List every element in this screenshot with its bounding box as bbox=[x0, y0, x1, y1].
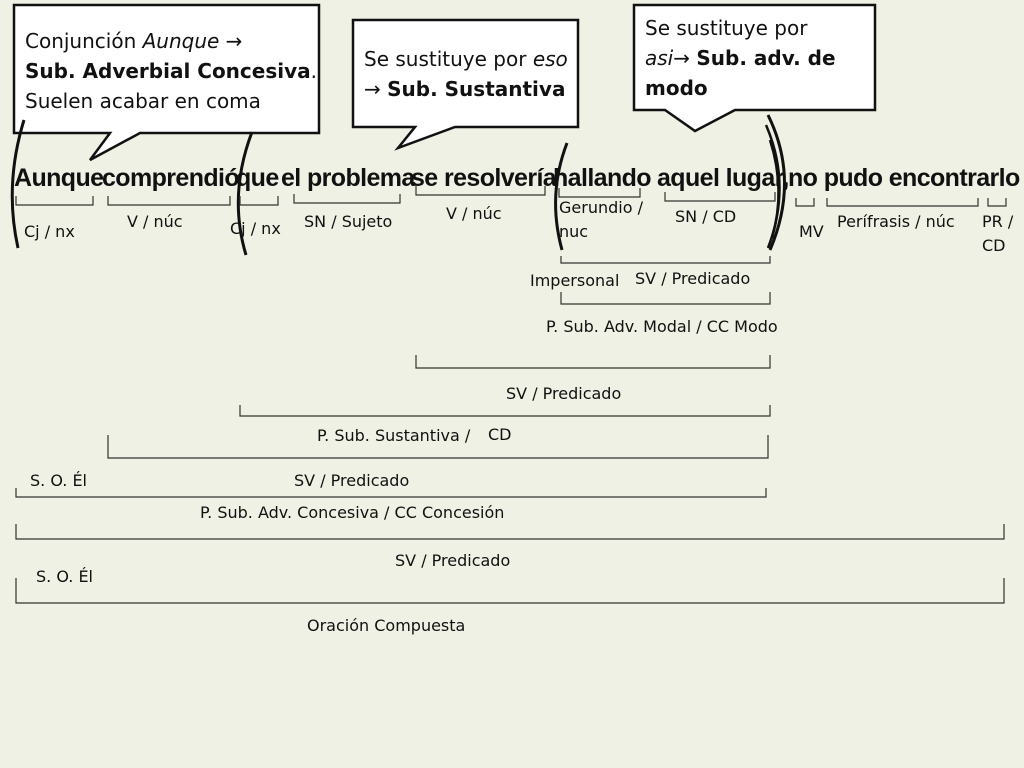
word-comprendio: comprendió bbox=[102, 164, 240, 192]
bracket-el-problema bbox=[294, 194, 400, 203]
label-so-el-2: S. O. Él bbox=[36, 567, 93, 586]
bracket-aquel-lugar bbox=[665, 192, 775, 201]
label-oracion-compuesta: Oración Compuesta bbox=[307, 616, 466, 635]
bracket-pudo-encontrarlo bbox=[827, 198, 978, 206]
label-p-sub-adv-modal: P. Sub. Adv. Modal / CC Modo bbox=[546, 317, 778, 336]
label-mv: MV bbox=[799, 222, 824, 241]
bracket-sv-predicado-4 bbox=[16, 524, 1004, 539]
label-impersonal: Impersonal bbox=[530, 271, 620, 290]
bracket-oracion-compuesta bbox=[16, 578, 1004, 603]
callout-asi-line2: asi→ Sub. adv. de bbox=[645, 46, 836, 70]
word-el-problema: el problema bbox=[281, 164, 415, 192]
callout-aunque-line2: Sub. Adverbial Concesiva. bbox=[25, 59, 317, 83]
label-sv-predicado-3: SV / Predicado bbox=[294, 471, 410, 490]
label-v-nuc-1: V / núc bbox=[127, 212, 183, 231]
bracket-que bbox=[240, 196, 278, 205]
label-pr-cd-line2: CD bbox=[982, 236, 1006, 255]
label-sn-cd: SN / CD bbox=[675, 207, 737, 226]
label-cj-nx-1: Cj / nx bbox=[24, 222, 75, 241]
label-perifrasis: Perífrasis / núc bbox=[837, 212, 955, 231]
callout-aunque-line1: Conjunción Aunque → bbox=[25, 29, 243, 53]
bracket-comprendio bbox=[108, 196, 230, 205]
callout-eso-line2: → Sub. Sustantiva bbox=[364, 77, 566, 101]
label-gerundio-line1: Gerundio / bbox=[559, 198, 643, 217]
bracket-sv-predicado-1 bbox=[561, 256, 770, 263]
label-sv-predicado-1: SV / Predicado bbox=[635, 269, 751, 288]
label-sn-sujeto: SN / Sujeto bbox=[304, 212, 393, 231]
bracket-p-sub-sustantiva bbox=[240, 405, 770, 416]
word-que: que bbox=[236, 164, 279, 192]
label-sv-predicado-4: SV / Predicado bbox=[395, 551, 511, 570]
callout-aunque-line3: Suelen acabar en coma bbox=[25, 89, 261, 113]
label-pr-cd-line1: PR / bbox=[982, 212, 1014, 231]
label-v-nuc-2: V / núc bbox=[446, 204, 502, 223]
bracket-lo bbox=[988, 198, 1006, 206]
callout-asi-line1: Se sustituye por bbox=[645, 16, 808, 40]
label-sv-predicado-2: SV / Predicado bbox=[506, 384, 622, 403]
word-aunque: Aunque bbox=[14, 164, 104, 192]
word-hallando: hallando bbox=[553, 164, 651, 192]
label-gerundio-line2: nuc bbox=[559, 222, 589, 241]
bracket-aunque bbox=[16, 196, 93, 205]
label-cd: CD bbox=[488, 425, 512, 444]
label-p-sub-sustantiva: P. Sub. Sustantiva / bbox=[317, 426, 471, 445]
label-so-el-1: S. O. Él bbox=[30, 471, 87, 490]
bracket-no bbox=[796, 198, 814, 206]
word-se-resolveria: se resolvería bbox=[411, 164, 557, 192]
callout-eso-line1: Se sustituye por eso bbox=[364, 47, 568, 71]
word-aquel-lugar: aquel lugar, bbox=[657, 164, 789, 192]
callout-asi-line3: modo bbox=[645, 76, 708, 100]
word-no-pudo-encontrarlo: no pudo encontrarlo bbox=[788, 164, 1020, 192]
bracket-sv-predicado-2 bbox=[416, 355, 770, 368]
label-p-sub-adv-concesiva: P. Sub. Adv. Concesiva / CC Concesión bbox=[200, 503, 505, 522]
label-cj-nx-2: Cj / nx bbox=[230, 219, 281, 238]
bracket-p-sub-adv-modal bbox=[561, 292, 770, 304]
